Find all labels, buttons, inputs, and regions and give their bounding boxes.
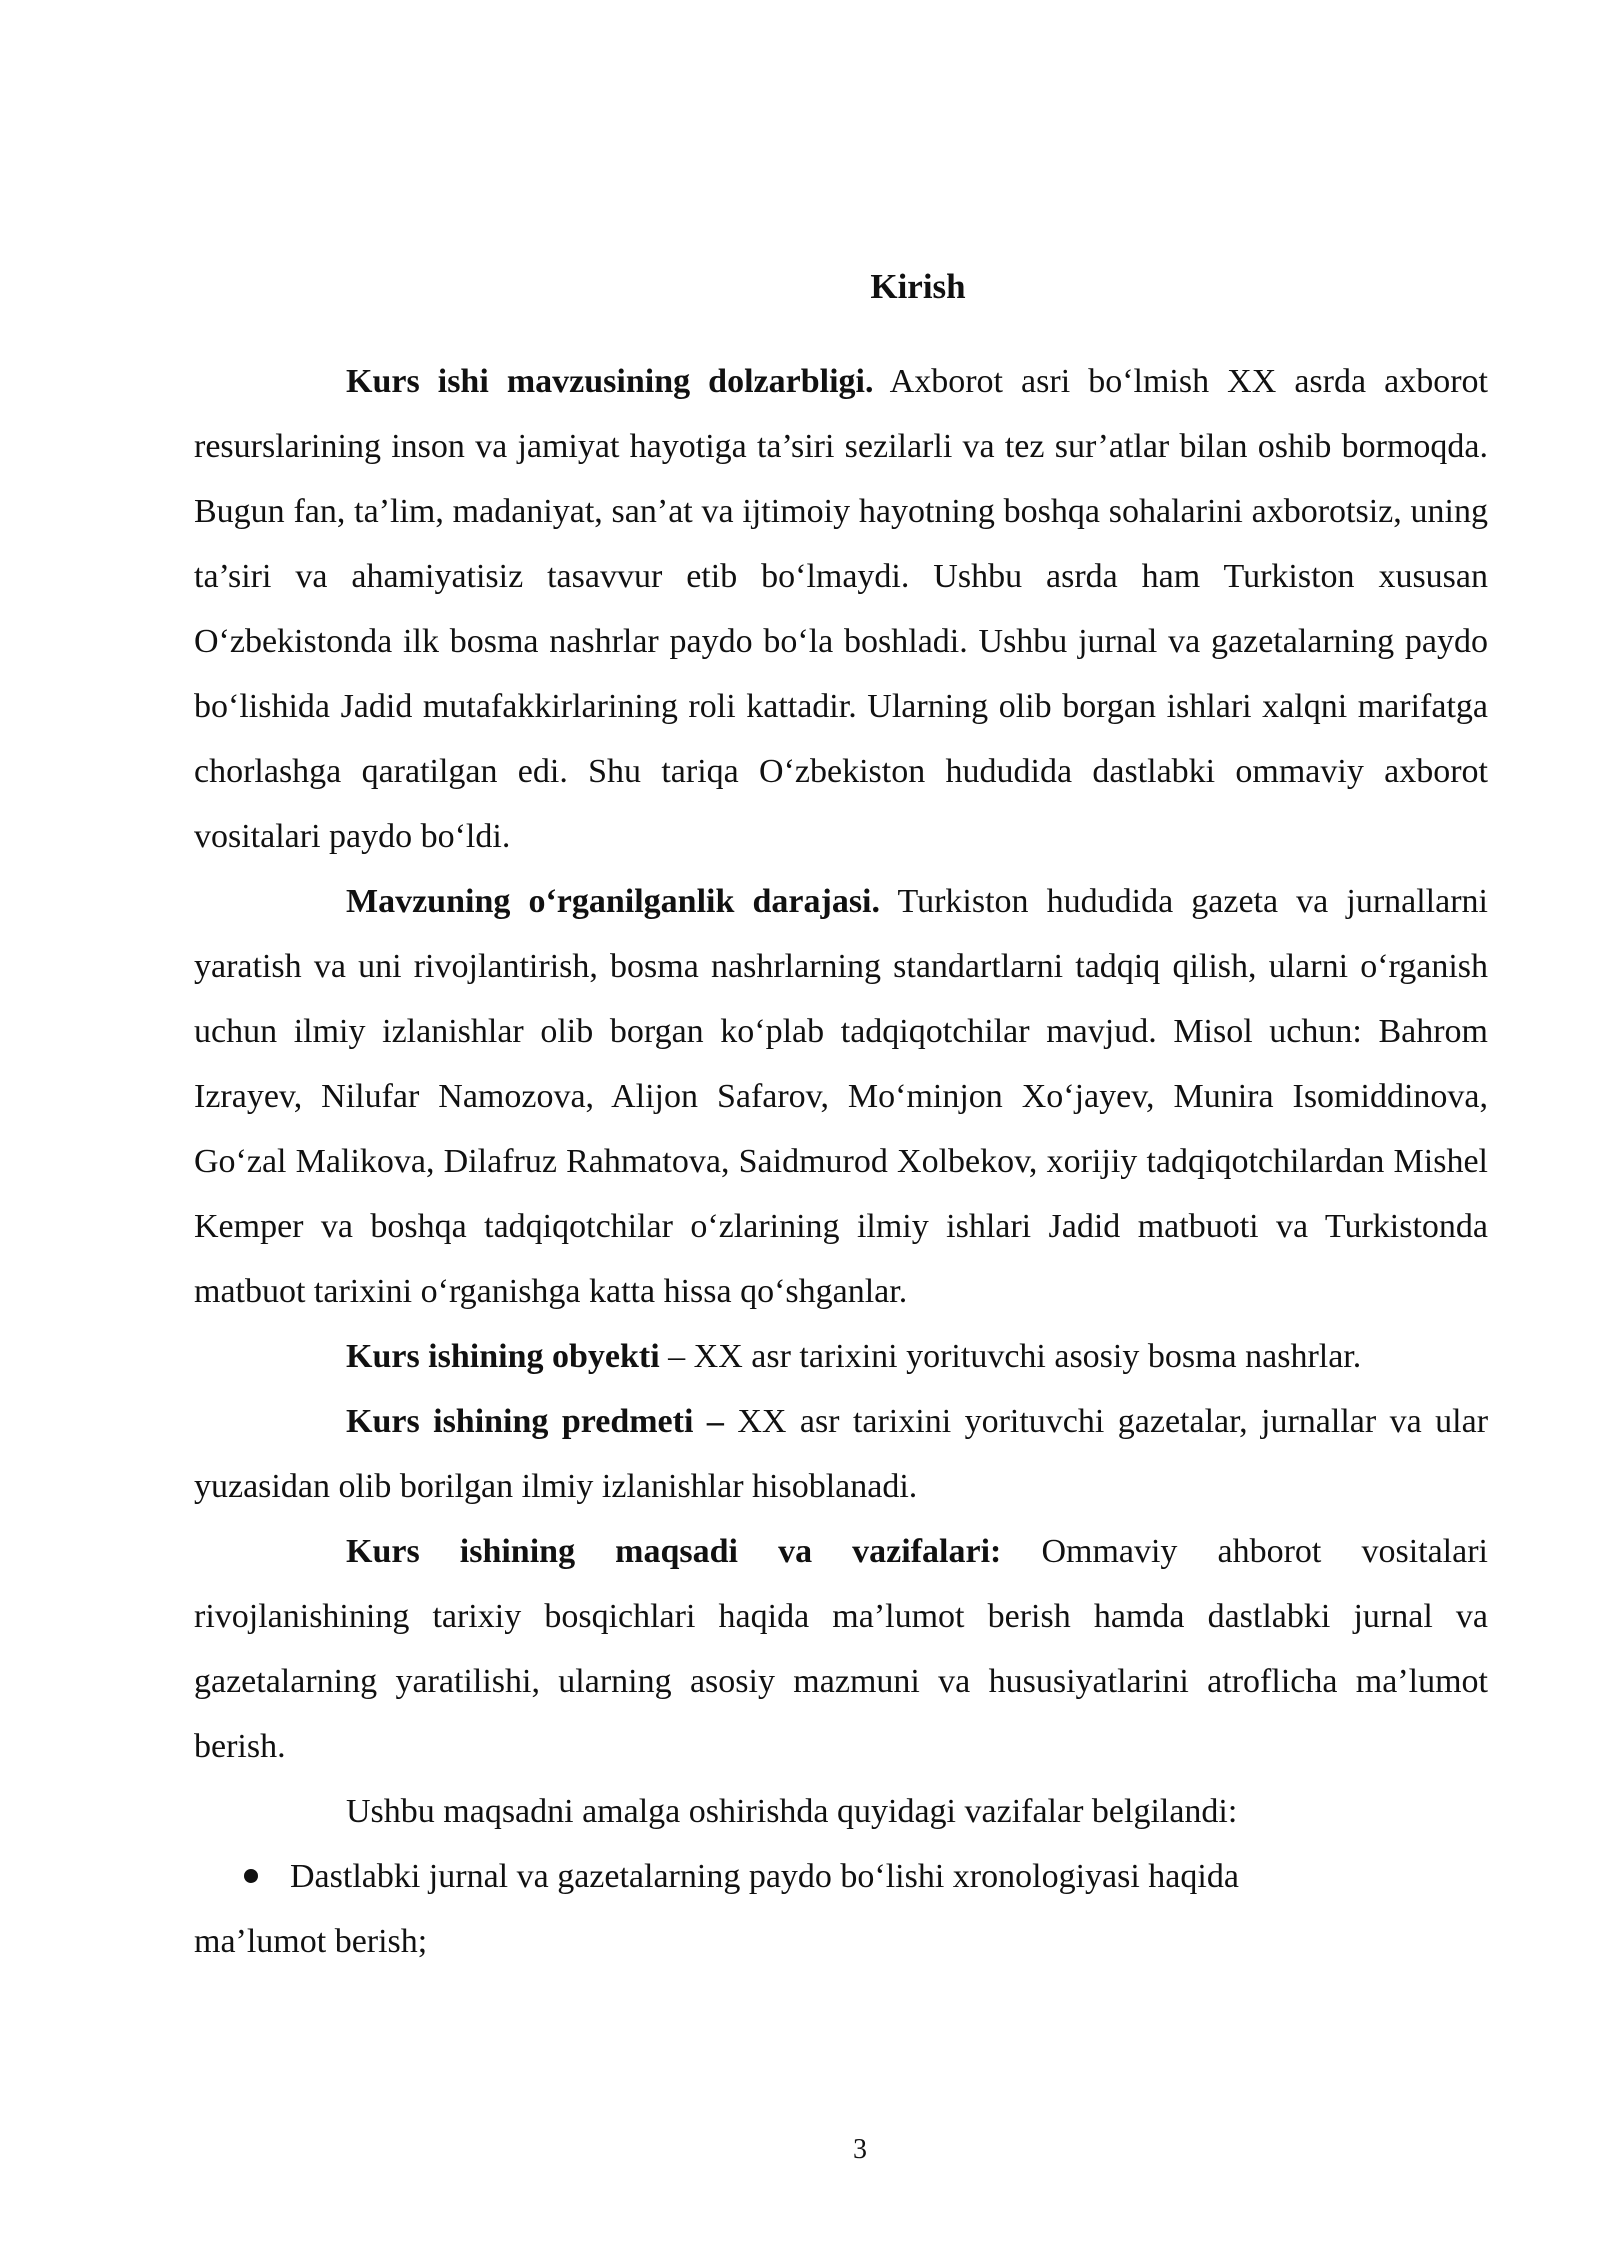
bullet-item (194, 1844, 1488, 1974)
paragraph-text: Ommaviy ahborot vositalari rivojlanishining tarixiy bosqichlari haqida ma’lumot berish hamda dastlabki jurnal va gazetalarning yaratilishi, ularning asosiy mazmuni va hususiyatlarini atroflicha ma’lumot berish. (194, 1533, 1488, 1765)
paragraph-study-level (194, 869, 1488, 1324)
bullet-first-line (194, 1844, 1488, 1909)
paragraph-text: – XX asr tarixini yorituvchi asosiy bosma nashrlar. (659, 1338, 1362, 1375)
page-title: Kirish (870, 267, 966, 306)
paragraph-text: Axborot asri bo‘lmish XX asrda axborot resurslarining inson va jamiyat hayotiga ta’siri sezilarli va tez sur’atlar bilan oshib bormoqda. Bugun fan, ta’lim, madaniyat, san’at va ijtimoiy hayotning boshqa sohalarini axborotsiz, uning ta’siri va ahamiyatisiz tasavvur etib bo‘lmaydi. Ushbu asrda ham Turkiston xususan O‘zbekistonda ilk bosma nashrlar paydo bo‘la boshladi. Ushbu jurnal va gazetalarning paydo bo‘lishida Jadid mutafakkirlarining roli kattadir. Ularning olib borgan ishlari xalqni marifatga chorlashga qaratilgan edi. Shu tariqa O‘zbekiston hududida dastlabki ommaviy axborot vositalari paydo bo‘ldi. (194, 363, 1488, 855)
paragraph-lead: Mavzuning o‘rganilganlik darajasi. (346, 883, 880, 920)
bullet-dot-icon (244, 1869, 258, 1883)
paragraph-lead: Kurs ishi mavzusining dolzarbligi. (346, 363, 874, 400)
paragraph-lead: Kurs ishining predmeti – (346, 1403, 724, 1440)
paragraph-text: Turkiston hududida gazeta va jurnallarni yaratish va uni rivojlantirish, bosma nashrlarning standartlarni tadqiq qilish, ularni o‘rganish uchun ilmiy izlanishlar olib borgan ko‘plab tadqiqotchilar mavjud. Misol uchun: Bahrom Izrayev, Nilufar Namozova, Alijon Safarov, Mo‘minjon Xo‘jayev, Munira Isomiddinova, Go‘zal Malikova, Dilafruz Rahmatova, Saidmurod Xolbekov, xorijiy tadqiqotchilardan Mishel Kemper va boshqa tadqiqotchilar o‘zlarining ilmiy ishlari Jadid matbuoti va Turkistonda matbuot tarixini o‘rganishga katta hissa qo‘shganlar. (194, 883, 1488, 1310)
paragraph-relevance (194, 349, 1488, 869)
bullet-continuation: ma’lumot berish; (194, 1923, 428, 1960)
paragraph-subject (194, 1389, 1488, 1519)
paragraph-tasks-intro (194, 1779, 1488, 1844)
paragraph-text: XX asr tarixini yorituvchi gazetalar, jurnallar va ular yuzasidan olib borilgan ilmiy izlanishlar hisoblanadi. (194, 1403, 1489, 1505)
paragraph-goals (194, 1519, 1488, 1779)
page-number: 3 (853, 2134, 867, 2165)
document-body (194, 349, 1488, 1974)
paragraph-object (194, 1324, 1488, 1389)
paragraph-lead: Kurs ishining maqsadi va vazifalari: (346, 1533, 1002, 1570)
paragraph-lead: Kurs ishining obyekti (346, 1338, 660, 1375)
bullet-text: Dastlabki jurnal va gazetalarning paydo bo‘lishi xronologiyasi haqida (290, 1858, 1239, 1895)
paragraph-text: Ushbu maqsadni amalga oshirishda quyidagi vazifalar belgilandi: (346, 1793, 1238, 1830)
